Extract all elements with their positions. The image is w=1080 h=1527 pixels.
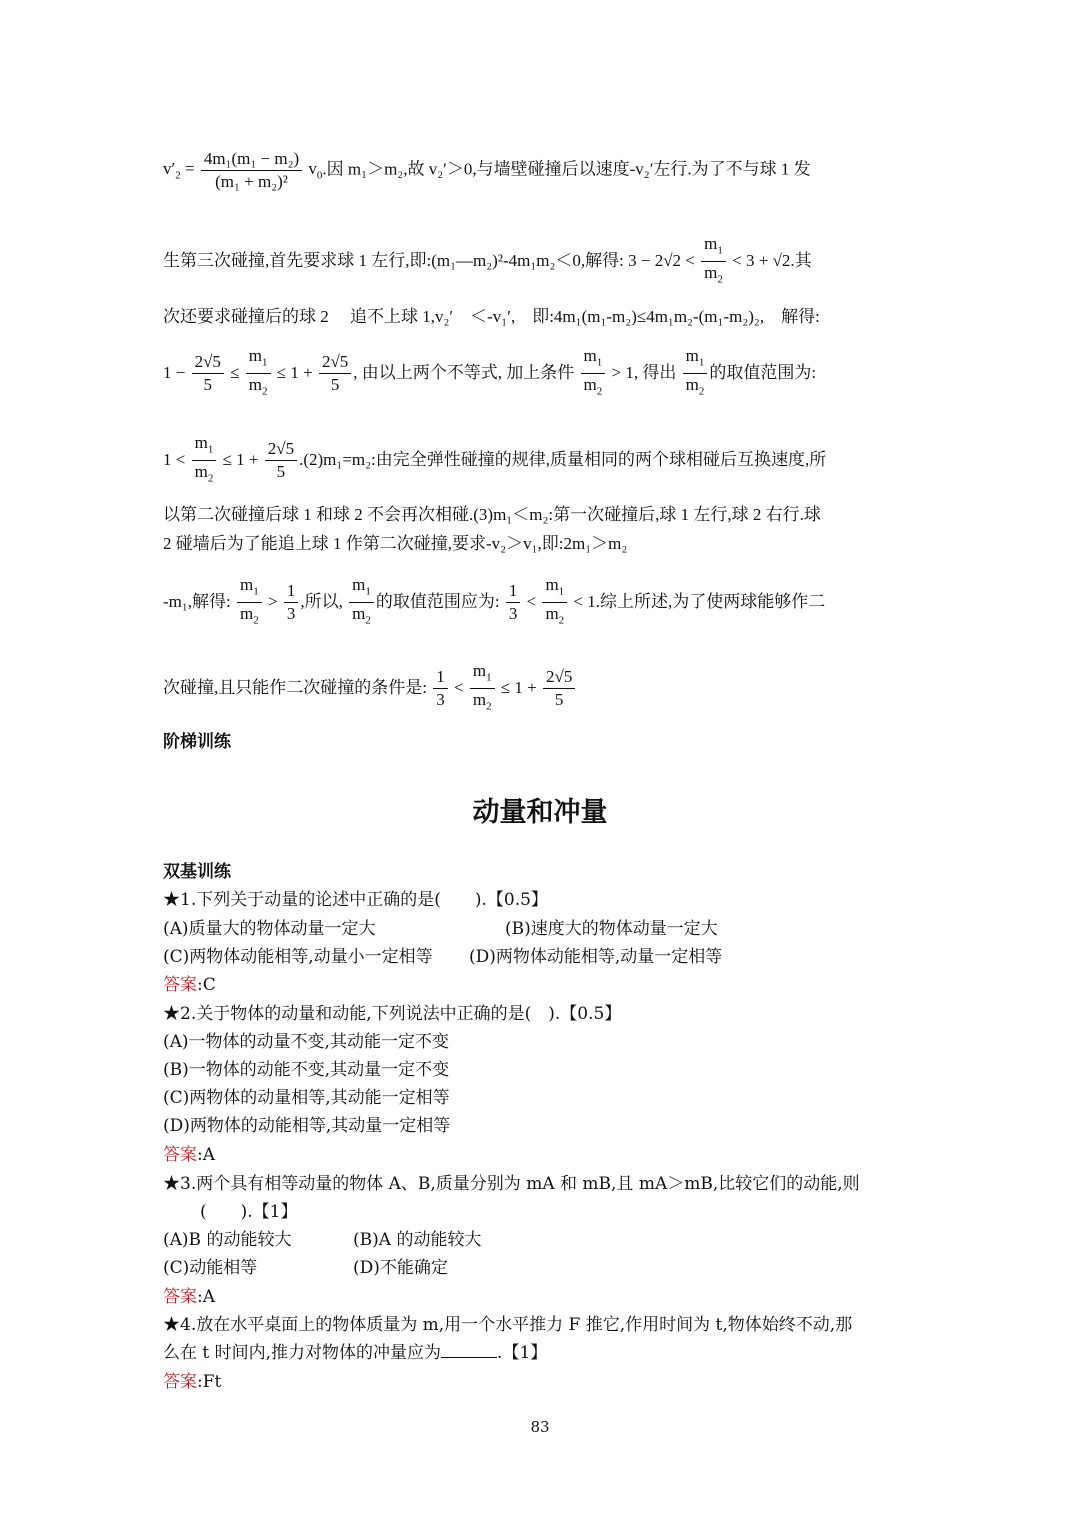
question-1-options-row-2: [163, 945, 918, 969]
answer-label: 答案: [163, 1287, 197, 1307]
mass-ratio-fraction: $\frac{m_1}{m_2}$: [542, 574, 567, 632]
answer-blank: [441, 1341, 497, 1358]
one-third-fraction: $\frac{1}{3}$: [433, 666, 448, 711]
section-label: 阶梯训练: [163, 732, 231, 752]
option-a: (A)一物体的动量不变,其动能一定不变: [163, 1032, 449, 1052]
fraction-numerator: 4m₁(m₁ − m₂): [201, 148, 302, 171]
question-1-stem: ★1.下列关于动量的论述中正确的是( ).【0.5】: [163, 890, 548, 910]
stem-text: .【1】: [497, 1343, 548, 1363]
inequality-expression: ≤ 1 +: [222, 449, 259, 469]
fraction-denominator: (m₁ + m₂)²: [215, 172, 288, 191]
solution-line-3: 次还要求碰撞后的球 2 追不上球 1,v₂′ ＜-v₁′, 即:4m₁(m₁-m₂)≤4m₁m₂-(m₁-m₂)₂, 解得:: [163, 307, 820, 326]
question-3-stem-continued: ( ).【1】: [200, 1202, 298, 1222]
inequality-expression: <: [453, 677, 464, 697]
inequality-expression: > 1: [611, 362, 634, 382]
question-1-answer: [163, 973, 918, 997]
question-2-stem: ★2.关于物体的动量和动能,下列说法中正确的是( ).【0.5】: [163, 1004, 622, 1024]
solution-line-1: [163, 148, 918, 193]
mass-ratio-fraction: $\frac{m_1}{m_2}$: [581, 345, 606, 403]
subsection-label: 双基训练: [163, 862, 231, 882]
question-4-answer: [163, 1370, 918, 1394]
page-title: 动量和冲量: [472, 797, 608, 828]
mass-ratio-fraction: $\frac{m_1}{m_2}$: [470, 660, 495, 718]
mass-ratio-fraction: $\frac{m_1}{m_2}$: [237, 574, 262, 632]
solution-line-4: [163, 345, 918, 403]
solution-text: 的取值范围为:: [709, 362, 817, 382]
inequality-expression: ≤ 1 +: [276, 362, 313, 382]
answer-label: 答案: [163, 1145, 197, 1165]
solution-text: .其: [790, 250, 812, 270]
option-d: (D)不能确定: [353, 1258, 448, 1278]
root-fraction: $\frac{2√5}{5}$: [543, 666, 575, 711]
solution-line-9: [163, 660, 918, 718]
solution-line-5: [163, 432, 918, 490]
inequality-expression: < 3 + √2: [732, 250, 791, 270]
question-3-stem: ★3.两个具有相等动量的物体 A、B,质量分别为 mA 和 mB,且 mA＞mB,比较它们的动能,则: [163, 1174, 860, 1194]
answer-value: :Ft: [197, 1372, 222, 1392]
question-2-answer: [163, 1143, 918, 1167]
solution-text: -m₁,解得:: [163, 591, 231, 611]
option-a: (A)B 的动能较大: [163, 1230, 292, 1250]
option-b: (B)一物体的动能不变,其动量一定不变: [163, 1060, 450, 1080]
one-third-fraction: $\frac{1}{3}$: [284, 580, 299, 625]
option-d: (D)两物体动能相等,动量一定相等: [469, 947, 723, 967]
inequality-expression: <: [526, 591, 537, 611]
solution-text: 次碰撞,且只能作二次碰撞的条件是:: [163, 677, 427, 697]
answer-value: :A: [197, 1145, 216, 1165]
answer-label: 答案: [163, 1372, 197, 1392]
mass-ratio-fraction: $\frac{m_1}{m_2}$: [349, 574, 374, 632]
solution-line-2: [163, 233, 918, 291]
answer-value: :C: [197, 975, 216, 995]
answer-value: :A: [197, 1287, 216, 1307]
question-3-answer: [163, 1285, 918, 1309]
question-3-options-row-2: [163, 1256, 918, 1280]
solution-text: , 由以上两个不等式, 加上条件: [353, 362, 575, 382]
v0-symbol: $v_0$: [308, 159, 323, 182]
solution-text: .(2)m₁=m₂:由完全弹性碰撞的规律,质量相同的两个球相碰后互换速度,所: [299, 449, 827, 469]
solution-line-6: 以第二次碰撞后球 1 和球 2 不会再次相碰.(3)m₁＜m₂:第一次碰撞后,球 1 左行,球 2 右行.球: [163, 505, 821, 524]
mass-ratio-fraction: $\frac{m_1}{m_2}$: [192, 432, 217, 490]
root-fraction: $\frac{2√5}{5}$: [192, 351, 224, 396]
page-number: 83: [530, 1418, 550, 1436]
solution-text: ,所以,: [300, 591, 343, 611]
mass-ratio-fraction: $\frac{m_1}{m_2}$: [683, 345, 708, 403]
root-fraction: $\frac{2√5}{5}$: [319, 351, 351, 396]
solution-text: , 得出: [633, 362, 677, 382]
stem-text: 么在 t 时间内,推力对物体的冲量应为: [163, 1343, 442, 1363]
velocity-fraction: [201, 148, 302, 193]
inequality-expression: 1 −: [163, 362, 186, 382]
solution-line-7: 2 碰墙后为了能追上球 1 作第二次碰撞,要求-v₂＞v₁,即:2m₁＞m₂: [163, 534, 628, 553]
inequality-expression: ≤ 1 +: [500, 677, 537, 697]
question-3-options-row-1: [163, 1228, 918, 1252]
mass-ratio-fraction: $\frac{m_1}{m_2}$: [701, 233, 726, 291]
v2-prime-symbol: $v'_2$ =: [163, 159, 199, 182]
root-fraction: $\frac{2√5}{5}$: [265, 438, 297, 483]
solution-text: 的取值范围应为:: [375, 591, 500, 611]
inequality-expression: < 1: [573, 591, 596, 611]
solution-text: 生第三次碰撞,首先要求球 1 左行,即:(m₁—m₂)²-4m₁m₂＜0,解得:: [163, 250, 624, 270]
inequality-expression: 3 − 2√2 <: [628, 250, 695, 270]
solution-text: .综上所述,为了使两球能够作二: [595, 591, 826, 611]
inequality-expression: >: [268, 591, 278, 611]
question-4-stem: ★4.放在水平桌面上的物体质量为 m,用一个水平推力 F 推它,作用时间为 t,物体始终不动,那: [163, 1315, 853, 1335]
solution-text: .因 m₁＞m₂,故 v₂′＞0,与墙壁碰撞后以速度-v₂′左行.为了不与球 1 发: [322, 159, 811, 179]
option-b: (B)A 的动能较大: [353, 1230, 482, 1250]
question-1-options-row-1: [163, 917, 918, 941]
option-a: (A)质量大的物体动量一定大: [163, 919, 376, 939]
question-4-stem-continued: [163, 1341, 918, 1365]
option-b: (B)速度大的物体动量一定大: [505, 919, 718, 939]
answer-label: 答案: [163, 975, 197, 995]
inequality-expression: ≤: [230, 362, 240, 382]
option-c: (C)两物体动能相等,动量小一定相等: [163, 947, 433, 967]
option-c: (C)两物体的动量相等,其动能一定相等: [163, 1088, 450, 1108]
option-c: (C)动能相等: [163, 1258, 258, 1278]
solution-line-8: [163, 574, 918, 632]
inequality-expression: 1 <: [163, 449, 186, 469]
one-third-fraction: $\frac{1}{3}$: [506, 580, 521, 625]
option-d: (D)两物体的动能相等,其动量一定相等: [163, 1116, 451, 1136]
mass-ratio-fraction: $\frac{m_1}{m_2}$: [246, 345, 271, 403]
